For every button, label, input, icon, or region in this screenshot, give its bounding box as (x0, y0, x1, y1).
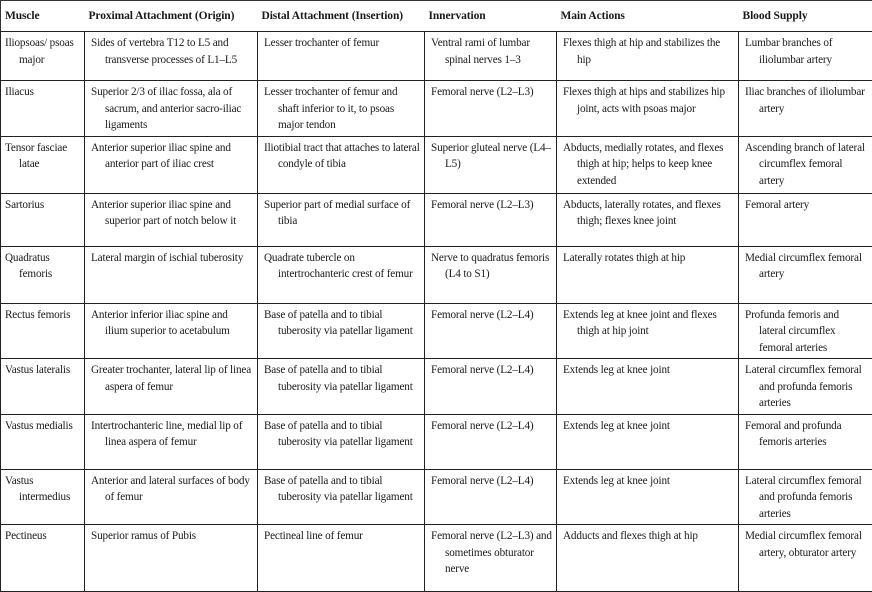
cell-text: Anterior superior iliac spine and anterior part of iliac crest (91, 140, 253, 173)
cell-origin (85, 246, 258, 303)
cell-text: Tensor fasciae latae (5, 140, 80, 173)
cell-text: Base of patella and to tibial tuberosity via patellar ligament (264, 307, 420, 340)
cell-text: Greater trochanter, lateral lip of linea aspera of femur (91, 362, 253, 395)
cell-text: Lumbar branches of iliolumbar artery (745, 35, 868, 68)
cell-muscle (1, 246, 85, 303)
cell-text: Lateral margin of ischial tuberosity (91, 250, 253, 267)
cell-insertion (258, 32, 425, 81)
cell-origin (85, 469, 258, 525)
cell-innervation (425, 246, 557, 303)
cell-muscle (1, 136, 85, 193)
cell-muscle (1, 32, 85, 81)
cell-insertion (258, 303, 425, 359)
cell-text: Intertrochanteric line, medial lip of linea aspera of femur (91, 418, 253, 451)
header-insertion: Distal Attachment (Insertion) (258, 1, 425, 32)
header-blood-supply: Blood Supply (739, 1, 872, 32)
cell-blood-supply (739, 81, 872, 137)
cell-text: Iliopsoas/ psoas major (5, 35, 80, 68)
cell-text: Medial circumflex femoral artery, obturator artery (745, 528, 868, 561)
cell-text: Base of patella and to tibial tuberosity via patellar ligament (264, 473, 420, 506)
cell-actions (557, 414, 739, 469)
cell-text: Femoral nerve (L2–L4) (431, 473, 552, 490)
cell-text: Superior 2/3 of iliac fossa, ala of sacrum, and anterior sacro-iliac ligaments (91, 84, 253, 134)
cell-blood-supply (739, 525, 872, 592)
cell-text: Vastus medialis (5, 418, 80, 435)
cell-actions (557, 193, 739, 246)
cell-text: Base of patella and to tibial tuberosity via patellar ligament (264, 418, 420, 451)
cell-text: Adducts and flexes thigh at hip (563, 528, 734, 545)
cell-text: Pectineus (5, 528, 80, 545)
cell-text: Nerve to quadratus femoris (L4 to S1) (431, 250, 552, 283)
cell-muscle (1, 414, 85, 469)
cell-origin (85, 81, 258, 137)
cell-text: Rectus femoris (5, 307, 80, 324)
cell-innervation (425, 359, 557, 415)
header-innervation: Innervation (425, 1, 557, 32)
cell-text: Abducts, laterally rotates, and flexes thigh; flexes knee joint (563, 197, 734, 230)
cell-text: Femoral artery (745, 197, 868, 214)
cell-innervation (425, 136, 557, 193)
cell-insertion (258, 81, 425, 137)
cell-text: Lesser trochanter of femur and shaft inferior to it, to psoas major tendon (264, 84, 420, 134)
cell-text: Femoral nerve (L2–L4) (431, 307, 552, 324)
table-row (1, 414, 872, 469)
cell-insertion (258, 193, 425, 246)
cell-text: Extends leg at knee joint (563, 473, 734, 490)
cell-origin (85, 414, 258, 469)
cell-origin (85, 32, 258, 81)
cell-actions (557, 359, 739, 415)
cell-text: Lateral circumflex femoral and profunda femoris arteries (745, 473, 868, 523)
cell-text: Flexes thigh at hip and stabilizes the hip (563, 35, 734, 68)
cell-text: Femoral nerve (L2–L3) (431, 197, 552, 214)
cell-text: Lateral circumflex femoral and profunda femoris arteries (745, 362, 868, 412)
cell-innervation (425, 32, 557, 81)
cell-actions (557, 136, 739, 193)
cell-text: Iliacus (5, 84, 80, 101)
cell-text: Superior part of medial surface of tibia (264, 197, 420, 230)
cell-text: Laterally rotates thigh at hip (563, 250, 734, 267)
header-origin: Proximal Attachment (Origin) (85, 1, 258, 32)
cell-text: Sides of vertebra T12 to L5 and transverse processes of L1–L5 (91, 35, 253, 68)
cell-text: Femoral nerve (L2–L4) (431, 362, 552, 379)
cell-text: Flexes thigh at hips and stabilizes hip joint, acts with psoas major (563, 84, 734, 117)
table-row (1, 359, 872, 415)
cell-insertion (258, 359, 425, 415)
cell-blood-supply (739, 136, 872, 193)
cell-text: Lesser trochanter of femur (264, 35, 420, 52)
cell-insertion (258, 136, 425, 193)
cell-actions (557, 32, 739, 81)
cell-origin (85, 525, 258, 592)
cell-text: Femoral nerve (L2–L3) and sometimes obturator nerve (431, 528, 552, 578)
cell-innervation (425, 414, 557, 469)
cell-text: Pectineal line of femur (264, 528, 420, 545)
cell-text: Ventral rami of lumbar spinal nerves 1–3 (431, 35, 552, 68)
cell-insertion (258, 469, 425, 525)
table-row (1, 193, 872, 246)
cell-innervation (425, 303, 557, 359)
cell-text: Vastus intermedius (5, 473, 80, 506)
cell-text: Abducts, medially rotates, and flexes thigh at hip; helps to keep knee extended (563, 140, 734, 190)
cell-blood-supply (739, 469, 872, 525)
table-row (1, 32, 872, 81)
cell-actions (557, 303, 739, 359)
cell-blood-supply (739, 414, 872, 469)
cell-text: Femoral nerve (L2–L4) (431, 418, 552, 435)
header-actions: Main Actions (557, 1, 739, 32)
cell-innervation (425, 525, 557, 592)
cell-innervation (425, 469, 557, 525)
cell-text: Iliotibial tract that attaches to lateral condyle of tibia (264, 140, 420, 173)
table-row (1, 525, 872, 592)
cell-text: Femoral and profunda femoris arteries (745, 418, 868, 451)
cell-blood-supply (739, 193, 872, 246)
cell-insertion (258, 246, 425, 303)
cell-blood-supply (739, 246, 872, 303)
cell-origin (85, 359, 258, 415)
cell-text: Sartorius (5, 197, 80, 214)
cell-text: Ascending branch of lateral circumflex femoral artery (745, 140, 868, 190)
cell-actions (557, 81, 739, 137)
table-row (1, 136, 872, 193)
cell-text: Extends leg at knee joint and flexes thigh at hip joint (563, 307, 734, 340)
cell-text: Anterior and lateral surfaces of body of femur (91, 473, 253, 506)
cell-actions (557, 469, 739, 525)
table-row (1, 81, 872, 137)
cell-innervation (425, 193, 557, 246)
table-row (1, 469, 872, 525)
cell-innervation (425, 81, 557, 137)
cell-blood-supply (739, 303, 872, 359)
cell-text: Base of patella and to tibial tuberosity via patellar ligament (264, 362, 420, 395)
cell-actions (557, 525, 739, 592)
cell-muscle (1, 469, 85, 525)
cell-text: Medial circumflex femoral artery (745, 250, 868, 283)
cell-blood-supply (739, 359, 872, 415)
cell-muscle (1, 193, 85, 246)
cell-text: Iliac branches of iliolumbar artery (745, 84, 868, 117)
cell-text: Quadrate tubercle on intertrochanteric crest of femur (264, 250, 420, 283)
cell-text: Anterior inferior iliac spine and ilium superior to acetabulum (91, 307, 253, 340)
cell-origin (85, 193, 258, 246)
cell-text: Femoral nerve (L2–L3) (431, 84, 552, 101)
cell-muscle (1, 81, 85, 137)
table-row (1, 303, 872, 359)
cell-origin (85, 303, 258, 359)
table-row (1, 246, 872, 303)
cell-actions (557, 246, 739, 303)
cell-muscle (1, 525, 85, 592)
cell-text: Extends leg at knee joint (563, 418, 734, 435)
header-muscle: Muscle (1, 1, 85, 32)
cell-muscle (1, 359, 85, 415)
cell-text: Anterior superior iliac spine and superior part of notch below it (91, 197, 253, 230)
cell-text: Extends leg at knee joint (563, 362, 734, 379)
cell-muscle (1, 303, 85, 359)
cell-insertion (258, 414, 425, 469)
cell-text: Vastus lateralis (5, 362, 80, 379)
cell-insertion (258, 525, 425, 592)
cell-text: Profunda femoris and lateral circumflex femoral arteries (745, 307, 868, 357)
header-row (1, 1, 872, 32)
cell-text: Superior ramus of Pubis (91, 528, 253, 545)
cell-text: Superior gluteal nerve (L4–L5) (431, 140, 552, 173)
cell-blood-supply (739, 32, 872, 81)
cell-text: Quadratus femoris (5, 250, 80, 283)
cell-origin (85, 136, 258, 193)
